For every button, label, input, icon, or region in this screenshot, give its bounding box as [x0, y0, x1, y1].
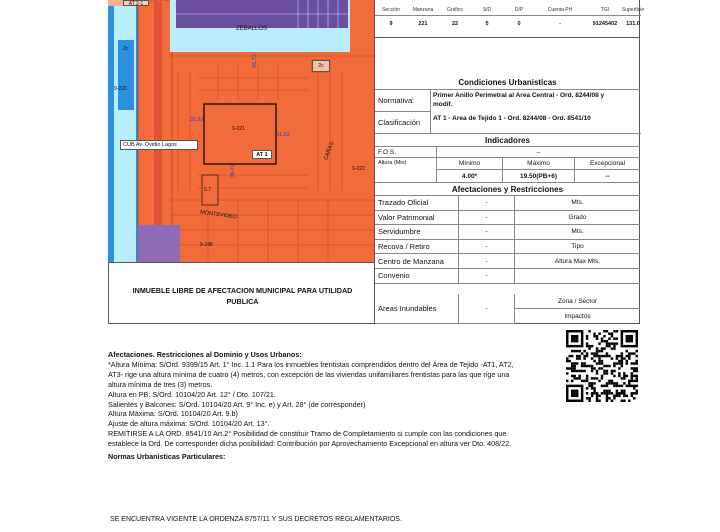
notes-line: *Altura Mínima: S/Ord. 9399/15 Art. 1° Inc. 1.1 Para los inmuebles frentistas comprendidos dentro del Área de Tejido -AT1, AT2, — [108, 359, 514, 369]
afectacion-value: - — [459, 225, 515, 240]
parcel-header-cell: Cuenta PH — [547, 6, 573, 13]
notes-line: AT3- rige una altura mínima de cuatro (4) metros, con excepción de las viviendas unifamiliares frentistas para las que rige una — [108, 369, 510, 379]
impactos-label: Impactos — [564, 313, 591, 320]
conditions-title: Condiciones Urbanisticas — [375, 76, 640, 90]
afectacion-value: - — [459, 269, 515, 284]
normativa-value-line1: Primer Anillo Perimetral al Area Central - Ord. 8244/08 y — [433, 92, 605, 99]
afectacion-unit: Mts. — [515, 225, 640, 240]
map-block-number: 9-221 — [232, 126, 245, 132]
urban-conditions-panel — [374, 38, 640, 324]
fos-value: -- — [437, 147, 640, 158]
afectacion-unit: Altura Max Mts. — [515, 254, 640, 269]
inmueble-line1: INMUEBLE LIBRE DE AFECTACION MUNICIPAL PARA UTILIDAD — [132, 286, 353, 295]
zona-sector-label: Zona / Sector — [515, 294, 640, 309]
notes-line: altura mínima de tres (3) metros. — [108, 379, 213, 389]
map-zone-at1: AT 1 — [252, 150, 272, 159]
map-street-right: CAÑAS — [323, 141, 336, 161]
map-dim-top: 35.72 — [251, 54, 258, 68]
notes-line: REMITIRSE A LA ORD. 8541/10 Art.2° Posibilidad de constituir Tramo de Completamiento si cumple con las condiciones que — [108, 429, 507, 439]
parcel-value-cell: 0 — [517, 21, 521, 27]
notes-heading: Afectaciones. Restricciones al Dominio y Usos Urbanos: — [108, 350, 302, 359]
afectacion-label: Servidumbre — [375, 225, 459, 240]
parcel-header-cell: Manzana — [412, 6, 434, 13]
normativa-value — [433, 91, 638, 109]
map-dim-right: 31.62 — [276, 132, 290, 138]
qr-code[interactable] — [566, 330, 638, 402]
notes-line: establece la Ord. De corresponder dicha posibilidad: Contribución por Aprovechamiento Excepcional en altura ver Dto. 408/22. — [108, 439, 512, 449]
notes-line: Ajuste de altura máxima: S/Ord. 10104/20 Art. 13°. — [108, 419, 270, 429]
inmueble-status-box — [108, 262, 375, 324]
afectacion-label: Valor Patrimonial — [375, 211, 459, 226]
map-dim-left: 31.62 — [190, 117, 204, 123]
clasificacion-value: AT 1 - Area de Tejido 1 - Ord. 8244/08 - Ord. 8541/10 — [433, 115, 591, 122]
afectacion-unit: Tipo — [515, 240, 640, 255]
afectacion-label: Recova / Retiro — [375, 240, 459, 255]
afectacion-value: - — [459, 211, 515, 226]
notes-line: Altura Máxima: S/Ord. 10104/20 Art. 9.b) — [108, 409, 238, 419]
minimo-value: 4.00* — [437, 170, 503, 183]
parcel-header-cell: S/D — [482, 6, 492, 13]
map-block-bottom: 9-248 — [200, 242, 213, 248]
parcel-header-cell: Sección — [382, 6, 400, 13]
map-block-right: 9-222 — [352, 166, 365, 172]
notes-line: Salientes y Balcones: S/Ord. 10104/20 Art. 9° Inc. e) y Art. 28° (de corresponder) — [108, 399, 366, 409]
qr-code-image — [566, 330, 638, 402]
notes-line: Altura en PB: S/Ord. 10104/20 Art. 12° / Dto. 107/21. — [108, 389, 276, 399]
afectacion-label: Convenio — [375, 269, 459, 284]
excepcional-value: -- — [575, 170, 640, 183]
normativa-value-line2: modif. — [433, 101, 453, 108]
parcel-value-cell: 22 — [451, 21, 459, 27]
parcel-map[interactable] — [108, 0, 374, 262]
afectacion-value: - — [459, 240, 515, 255]
parcel-header-cell: Superficie — [621, 6, 645, 13]
parcel-header-cell: D/P — [514, 6, 524, 13]
parcel-value-cell: 5 — [485, 21, 489, 27]
parcel-table — [374, 0, 645, 38]
afectacion-unit — [515, 269, 640, 284]
excepcional-label: Excepcional — [575, 158, 640, 170]
afectacion-unit: Grado — [515, 211, 640, 226]
normativa-label: Normativa: — [375, 90, 431, 112]
parcel-value-cell: 131.0 — [626, 21, 640, 27]
map-block-left: 9-220 — [114, 86, 127, 92]
afectaciones-title: Afectaciones y Restricciones — [375, 183, 640, 196]
inmueble-status — [109, 285, 376, 307]
afectacion-value: - — [459, 196, 515, 211]
map-label-zeballos: ZEBALLOS — [236, 26, 268, 32]
parcel-value-cell: 91245402 — [592, 21, 618, 27]
afectacion-unit: Mts. — [515, 196, 640, 211]
ordenanza-note: SE ENCUENTRA VIGENTE LA ORDENZA 8757/11 Y SUS DECRETOS REGLAMENTARIOS. — [110, 516, 402, 523]
clasificacion-label: Clasificación — [375, 112, 431, 134]
parcel-value-cell: - — [559, 21, 561, 27]
map-label-2c-left: 2c — [123, 46, 129, 52]
notes-section — [108, 350, 568, 462]
afectacion-label: Trazado Oficial — [375, 196, 459, 211]
inundables-label: Areas Inundables — [375, 294, 459, 324]
inmueble-line2: PUBLICA — [226, 297, 259, 306]
fos-label: F.O.S. — [375, 147, 437, 158]
parcel-value-cell: 9 — [389, 21, 393, 27]
map-cub-label: CUB Av. Ovidio Lagos — [120, 140, 198, 150]
parcel-header-cell: TGI — [600, 6, 610, 13]
normas-heading: Normas Urbanisticas Particulares: — [108, 452, 226, 462]
map-label-at2: AT 2-1 — [123, 0, 149, 6]
inundables-value: - — [459, 294, 515, 324]
minimo-label: Mínimo — [437, 158, 503, 170]
maximo-value: 19.50(PB+6) — [503, 170, 575, 183]
map-lot-small: 5.7 — [204, 187, 211, 193]
afectacion-label: Centro de Manzana — [375, 254, 459, 269]
afectacion-value: - — [459, 254, 515, 269]
parcel-value-cell: 221 — [418, 21, 428, 27]
parcel-header-cell: Gráfico — [446, 6, 464, 13]
notes-lines — [108, 360, 568, 449]
altura-label: Altura (Mts) — [375, 158, 437, 183]
map-street-bottom: MONTEVIDEO — [199, 209, 238, 221]
map-dim-bottom: 35.72 — [229, 164, 236, 178]
indicators-title: Indicadores — [375, 134, 640, 147]
map-label-2c-top: 2c — [312, 60, 330, 72]
maximo-label: Máximo — [503, 158, 575, 170]
